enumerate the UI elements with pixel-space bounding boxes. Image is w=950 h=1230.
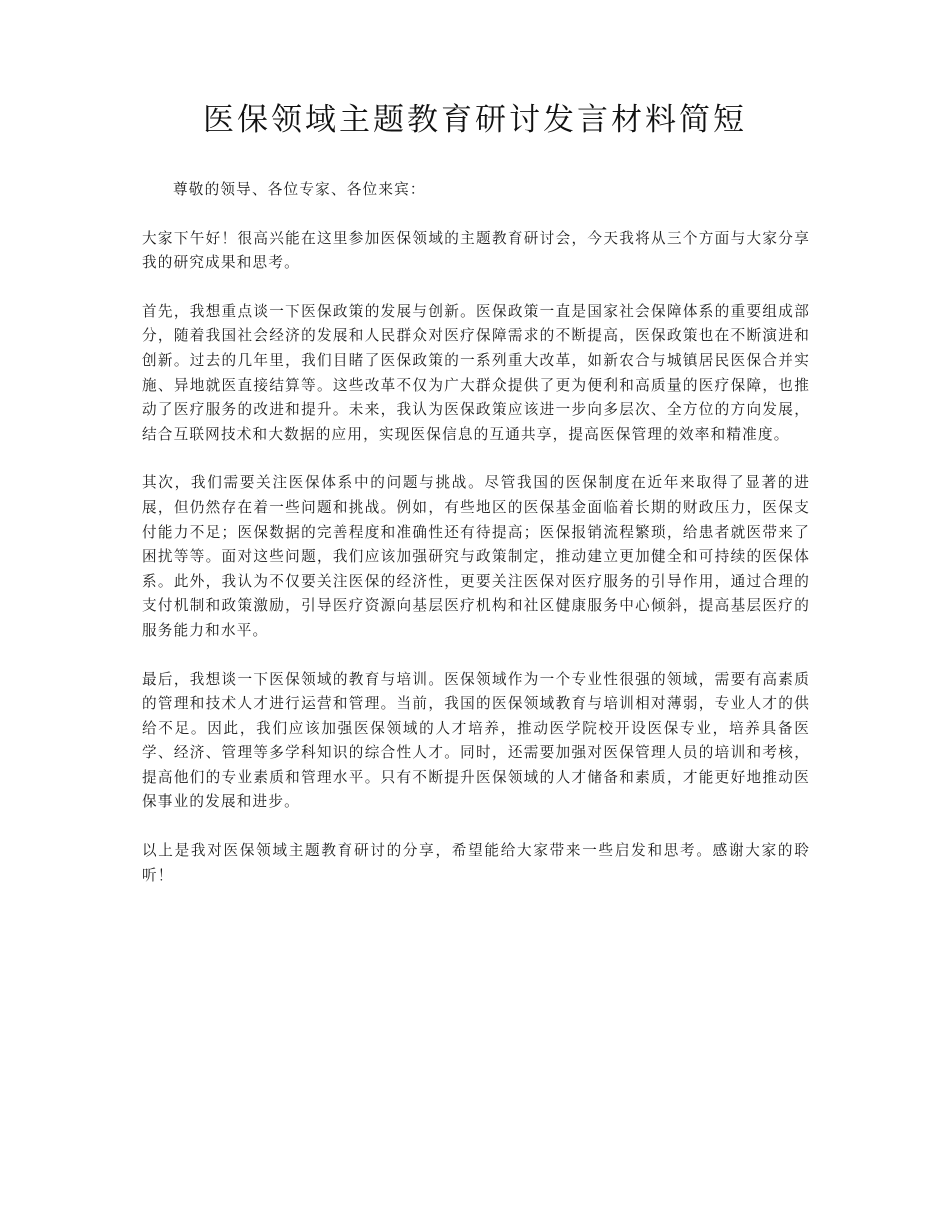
- document-title: 医保领域主题教育研讨发言材料简短: [203, 102, 747, 138]
- paragraph-education-training: 最后，我想谈一下医保领域的教育与培训。医保领域作为一个专业性很强的领域，需要有高素质的管理和技术人才进行运营和管理。当前，我国的医保领域教育与培训相对薄弱，专业人才的供给不足。因此，我们应该加强医保领域的人才培养，推动医学院校开设医保专业，培养具备医学、经济、管理等多学科知识的综合性人才。同时，还需要加强对医保管理人员的培训和考核，提高他们的专业素质和管理水平。只有不断提升医保领域的人才储备和素质，才能更好地推动医保事业的发展和进步。: [142, 670, 810, 811]
- document-body: [142, 178, 810, 912]
- paragraph-problems-challenges: 其次，我们需要关注医保体系中的问题与挑战。尽管我国的医保制度在近年来取得了显著的进展，但仍然存在着一些问题和挑战。例如，有些地区的医保基金面临着长期的财政压力，医保支付能力不足；医保数据的完善程度和准确性还有待提高；医保报销流程繁琐，给患者就医带来了困扰等等。面对这些问题，我们应该加强研究与政策制定，推动建立更加健全和可持续的医保体系。此外，我认为不仅要关注医保的经济性，更要关注医保对医疗服务的引导作用，通过合理的支付机制和政策激励，引导医疗资源向基层医疗机构和社区健康服务中心倾斜，提高基层医疗的服务能力和水平。: [142, 474, 810, 639]
- paragraph-greeting: 大家下午好！很高兴能在这里参加医保领域的主题教育研讨会，今天我将从三个方面与大家分享我的研究成果和思考。: [142, 229, 810, 272]
- paragraph-closing: 以上是我对医保领域主题教育研讨的分享，希望能给大家带来一些启发和思考。感谢大家的聆听！: [142, 842, 810, 884]
- paragraph-policy-innovation: 首先，我想重点谈一下医保政策的发展与创新。医保政策一直是国家社会保障体系的重要组成部分，随着我国社会经济的发展和人民群众对医疗保障需求的不断提高，医保政策也在不断演进和创新。过去的几年里，我们目睹了医保政策的一系列重大改革，如新农合与城镇居民医保合并实施、异地就医直接结算等。这些改革不仅为广大群众提供了更为便利和高质量的医疗保障，也推动了医疗服务的改进和提升。未来，我认为医保政策应该进一步向多层次、全方位的方向发展，结合互联网技术和大数据的应用，实现医保信息的互通共享，提高医保管理的效率和精准度。: [142, 302, 810, 443]
- salutation: 尊敬的领导、各位专家、各位来宾：: [173, 181, 426, 198]
